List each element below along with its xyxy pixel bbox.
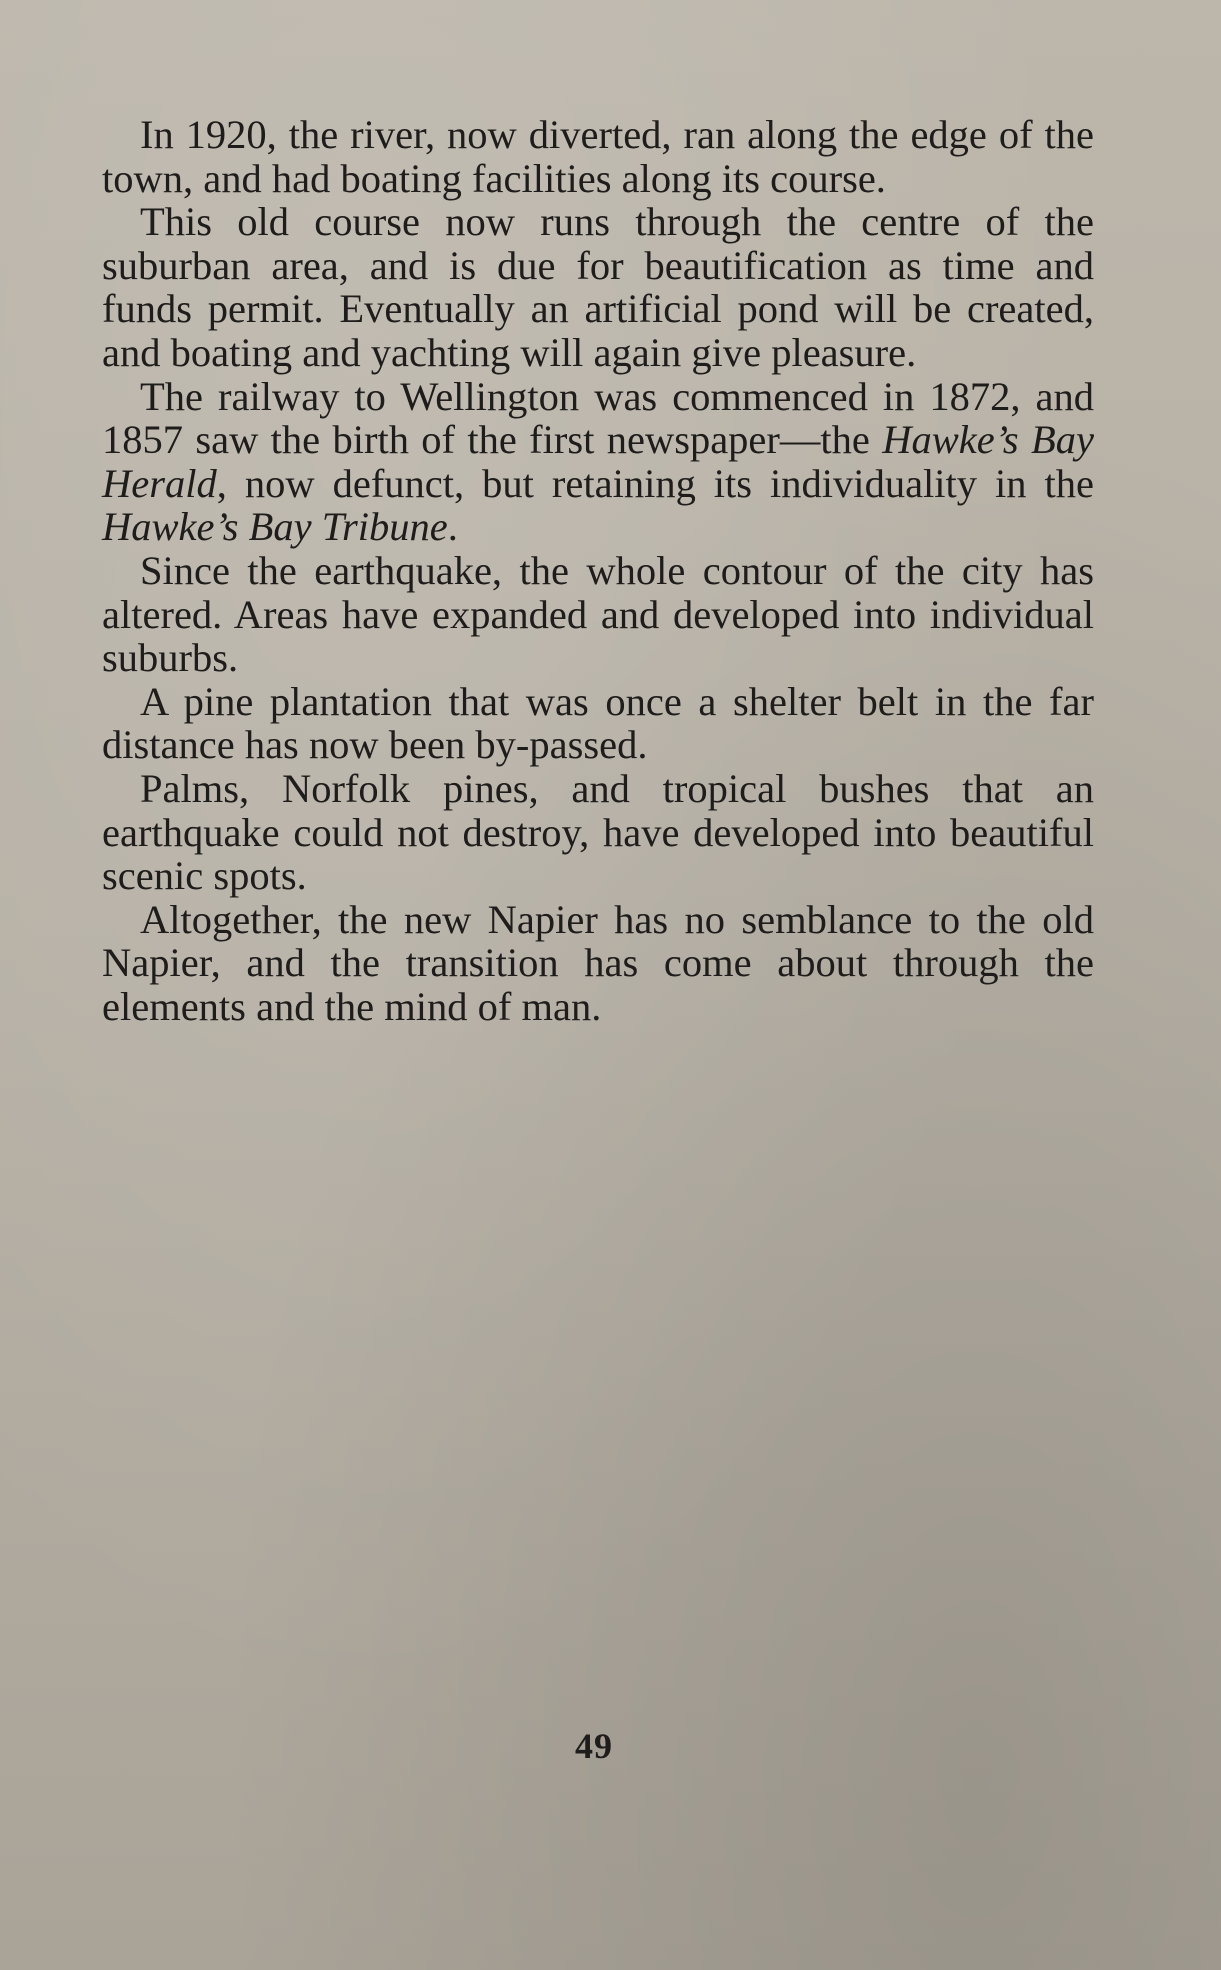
text-segment: The railway to Wellington was commenced in 1872, and 1857 saw the birth of the first newspaper—the xyxy=(102,373,1094,463)
text-segment: Palms, Norfolk pines, and tropical bushes that an earthquake could not destroy, have developed into beautiful scenic spots. xyxy=(102,765,1094,899)
body-text xyxy=(102,113,1094,1028)
newspaper-title: Hawke’s Bay Herald xyxy=(102,417,1094,506)
paragraph xyxy=(102,200,1094,374)
text-segment: . xyxy=(447,504,458,550)
page-number: 49 xyxy=(575,1726,613,1766)
paragraph xyxy=(102,680,1094,767)
paragraph xyxy=(102,113,1094,200)
text-segment: , now defunct, but retaining its individuality in the xyxy=(216,460,1094,506)
paragraph xyxy=(102,767,1094,898)
text-segment: Since the earthquake, the whole contour of the city has altered. Areas have expanded and developed into individual suburbs. xyxy=(102,547,1094,681)
paragraph xyxy=(102,549,1094,680)
paragraph xyxy=(102,375,1094,549)
newspaper-title: Hawke’s Bay Tribune xyxy=(102,504,448,550)
paragraph xyxy=(102,898,1094,1029)
text-segment: In 1920, the river, now diverted, ran along the edge of the town, and had boating facilities along its course. xyxy=(102,112,1094,201)
text-segment: Altogether, the new Napier has no semblance to the old Napier, and the transition has come about through the elements and the mind of man. xyxy=(102,896,1094,1029)
text-segment: This old course now runs through the centre of the suburban area, and is due for beautification as time and funds permit. Eventually an artificial pond will be created, and boating and yachting will again give pleasure. xyxy=(102,199,1094,375)
text-segment: A pine plantation that was once a shelter belt in the far distance has now been by-passed. xyxy=(102,678,1094,768)
